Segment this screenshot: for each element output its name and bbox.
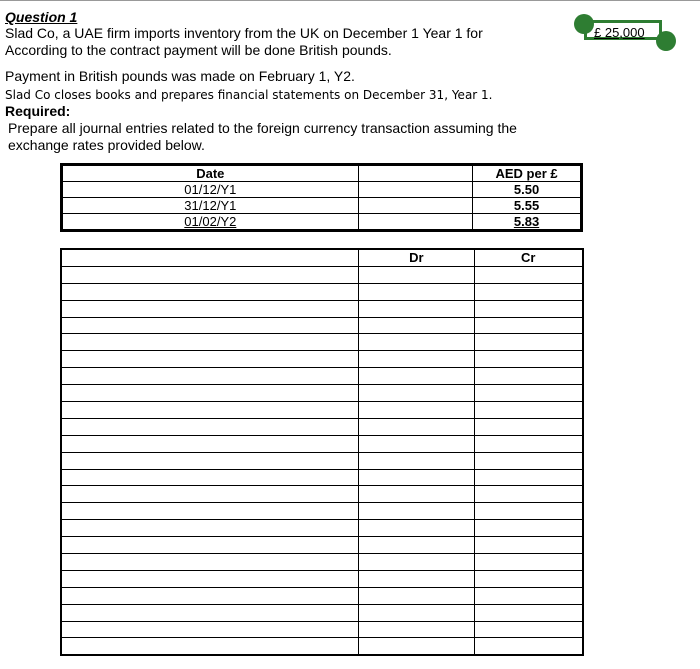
journal-entries-table bbox=[60, 248, 584, 656]
debit-cell[interactable] bbox=[359, 435, 474, 452]
credit-cell[interactable] bbox=[474, 418, 583, 435]
account-cell[interactable] bbox=[61, 621, 359, 638]
credit-cell[interactable] bbox=[474, 368, 583, 385]
question-title: Question 1 bbox=[5, 9, 78, 25]
table-row bbox=[61, 418, 583, 435]
question-text-line-5: Prepare all journal entries related to the foreign currency transaction assuming the bbox=[8, 120, 517, 136]
table-row bbox=[61, 452, 583, 469]
debit-cell[interactable] bbox=[359, 520, 474, 537]
exchange-rates-table bbox=[60, 163, 583, 232]
table-row bbox=[61, 283, 583, 300]
table-row bbox=[61, 300, 583, 317]
account-cell[interactable] bbox=[61, 368, 359, 385]
debit-cell[interactable] bbox=[359, 300, 474, 317]
rate-cell: 5.83 bbox=[473, 214, 582, 231]
credit-cell[interactable] bbox=[474, 638, 583, 655]
date-cell: 01/02/Y2 bbox=[62, 214, 359, 231]
account-cell[interactable] bbox=[61, 402, 359, 419]
credit-header: Cr bbox=[474, 249, 583, 266]
table-row bbox=[61, 570, 583, 587]
debit-cell[interactable] bbox=[359, 317, 474, 334]
credit-cell[interactable] bbox=[474, 503, 583, 520]
table-row bbox=[61, 368, 583, 385]
table-header-row bbox=[61, 249, 583, 266]
account-header bbox=[61, 249, 359, 266]
debit-cell[interactable] bbox=[359, 418, 474, 435]
account-cell[interactable] bbox=[61, 334, 359, 351]
table-row bbox=[61, 638, 583, 655]
credit-cell[interactable] bbox=[474, 283, 583, 300]
blank-cell bbox=[358, 182, 472, 198]
table-row bbox=[61, 587, 583, 604]
debit-cell[interactable] bbox=[359, 554, 474, 571]
credit-cell[interactable] bbox=[474, 604, 583, 621]
rate-cell: 5.50 bbox=[473, 182, 582, 198]
debit-cell[interactable] bbox=[359, 452, 474, 469]
debit-cell[interactable] bbox=[359, 604, 474, 621]
debit-cell[interactable] bbox=[359, 570, 474, 587]
credit-cell[interactable] bbox=[474, 554, 583, 571]
rate-cell: 5.55 bbox=[473, 198, 582, 214]
account-cell[interactable] bbox=[61, 351, 359, 368]
credit-cell[interactable] bbox=[474, 351, 583, 368]
account-cell[interactable] bbox=[61, 570, 359, 587]
credit-cell[interactable] bbox=[474, 486, 583, 503]
credit-cell[interactable] bbox=[474, 300, 583, 317]
table-row bbox=[62, 182, 582, 198]
table-row bbox=[62, 198, 582, 214]
debit-cell[interactable] bbox=[359, 587, 474, 604]
question-text-line-2: According to the contract payment will be done British pounds. bbox=[5, 42, 392, 58]
date-header: Date bbox=[62, 165, 359, 182]
debit-cell[interactable] bbox=[359, 537, 474, 554]
table-row bbox=[61, 435, 583, 452]
required-label: Required: bbox=[5, 103, 71, 119]
account-cell[interactable] bbox=[61, 486, 359, 503]
table-row bbox=[61, 334, 583, 351]
account-cell[interactable] bbox=[61, 469, 359, 486]
question-text-line-3: Payment in British pounds was made on February 1, Y2. bbox=[5, 68, 355, 84]
amount-text: £ 25,000 bbox=[594, 25, 645, 40]
table-row bbox=[61, 351, 583, 368]
credit-cell[interactable] bbox=[474, 587, 583, 604]
account-cell[interactable] bbox=[61, 452, 359, 469]
handle-dot-right[interactable] bbox=[656, 31, 676, 51]
debit-cell[interactable] bbox=[359, 385, 474, 402]
table-row bbox=[61, 469, 583, 486]
debit-cell[interactable] bbox=[359, 368, 474, 385]
table-row bbox=[61, 317, 583, 334]
credit-cell[interactable] bbox=[474, 385, 583, 402]
table-row bbox=[61, 266, 583, 283]
table-row bbox=[61, 604, 583, 621]
table-header-row bbox=[62, 165, 582, 182]
date-cell: 01/12/Y1 bbox=[62, 182, 359, 198]
account-cell[interactable] bbox=[61, 317, 359, 334]
top-divider bbox=[0, 0, 700, 1]
table-row bbox=[61, 385, 583, 402]
credit-cell[interactable] bbox=[474, 334, 583, 351]
debit-cell[interactable] bbox=[359, 266, 474, 283]
credit-cell[interactable] bbox=[474, 435, 583, 452]
debit-cell[interactable] bbox=[359, 503, 474, 520]
question-text-line-6: exchange rates provided below. bbox=[8, 137, 205, 153]
credit-cell[interactable] bbox=[474, 621, 583, 638]
credit-cell[interactable] bbox=[474, 570, 583, 587]
table-row bbox=[61, 503, 583, 520]
debit-cell[interactable] bbox=[359, 469, 474, 486]
table-row bbox=[61, 486, 583, 503]
credit-cell[interactable] bbox=[474, 520, 583, 537]
table-row bbox=[61, 537, 583, 554]
account-cell[interactable] bbox=[61, 537, 359, 554]
handle-dot-left[interactable] bbox=[574, 14, 594, 34]
table-row bbox=[62, 214, 582, 231]
blank-cell bbox=[358, 214, 472, 231]
debit-cell[interactable] bbox=[359, 283, 474, 300]
table-row bbox=[61, 520, 583, 537]
credit-cell[interactable] bbox=[474, 266, 583, 283]
account-cell[interactable] bbox=[61, 604, 359, 621]
table-row bbox=[61, 402, 583, 419]
account-cell[interactable] bbox=[61, 418, 359, 435]
credit-cell[interactable] bbox=[474, 469, 583, 486]
credit-cell[interactable] bbox=[474, 537, 583, 554]
debit-cell[interactable] bbox=[359, 334, 474, 351]
table-row bbox=[61, 621, 583, 638]
account-cell[interactable] bbox=[61, 283, 359, 300]
rate-header: AED per £ bbox=[473, 165, 582, 182]
account-cell[interactable] bbox=[61, 503, 359, 520]
debit-header: Dr bbox=[359, 249, 474, 266]
account-cell[interactable] bbox=[61, 638, 359, 655]
debit-cell[interactable] bbox=[359, 402, 474, 419]
table-row bbox=[61, 554, 583, 571]
credit-cell[interactable] bbox=[474, 452, 583, 469]
debit-cell[interactable] bbox=[359, 621, 474, 638]
blank-cell bbox=[358, 198, 472, 214]
debit-cell[interactable] bbox=[359, 638, 474, 655]
account-cell[interactable] bbox=[61, 385, 359, 402]
debit-cell[interactable] bbox=[359, 351, 474, 368]
account-cell[interactable] bbox=[61, 266, 359, 283]
credit-cell[interactable] bbox=[474, 317, 583, 334]
credit-cell[interactable] bbox=[474, 402, 583, 419]
blank-header bbox=[358, 165, 472, 182]
account-cell[interactable] bbox=[61, 435, 359, 452]
account-cell[interactable] bbox=[61, 554, 359, 571]
account-cell[interactable] bbox=[61, 300, 359, 317]
question-text-line-4: Slad Co closes books and prepares financial statements on December 31, Year 1. bbox=[5, 88, 493, 102]
question-text-line-1: Slad Co, a UAE firm imports inventory from the UK on December 1 Year 1 for bbox=[5, 25, 483, 41]
debit-cell[interactable] bbox=[359, 486, 474, 503]
account-cell[interactable] bbox=[61, 520, 359, 537]
date-cell: 31/12/Y1 bbox=[62, 198, 359, 214]
account-cell[interactable] bbox=[61, 587, 359, 604]
